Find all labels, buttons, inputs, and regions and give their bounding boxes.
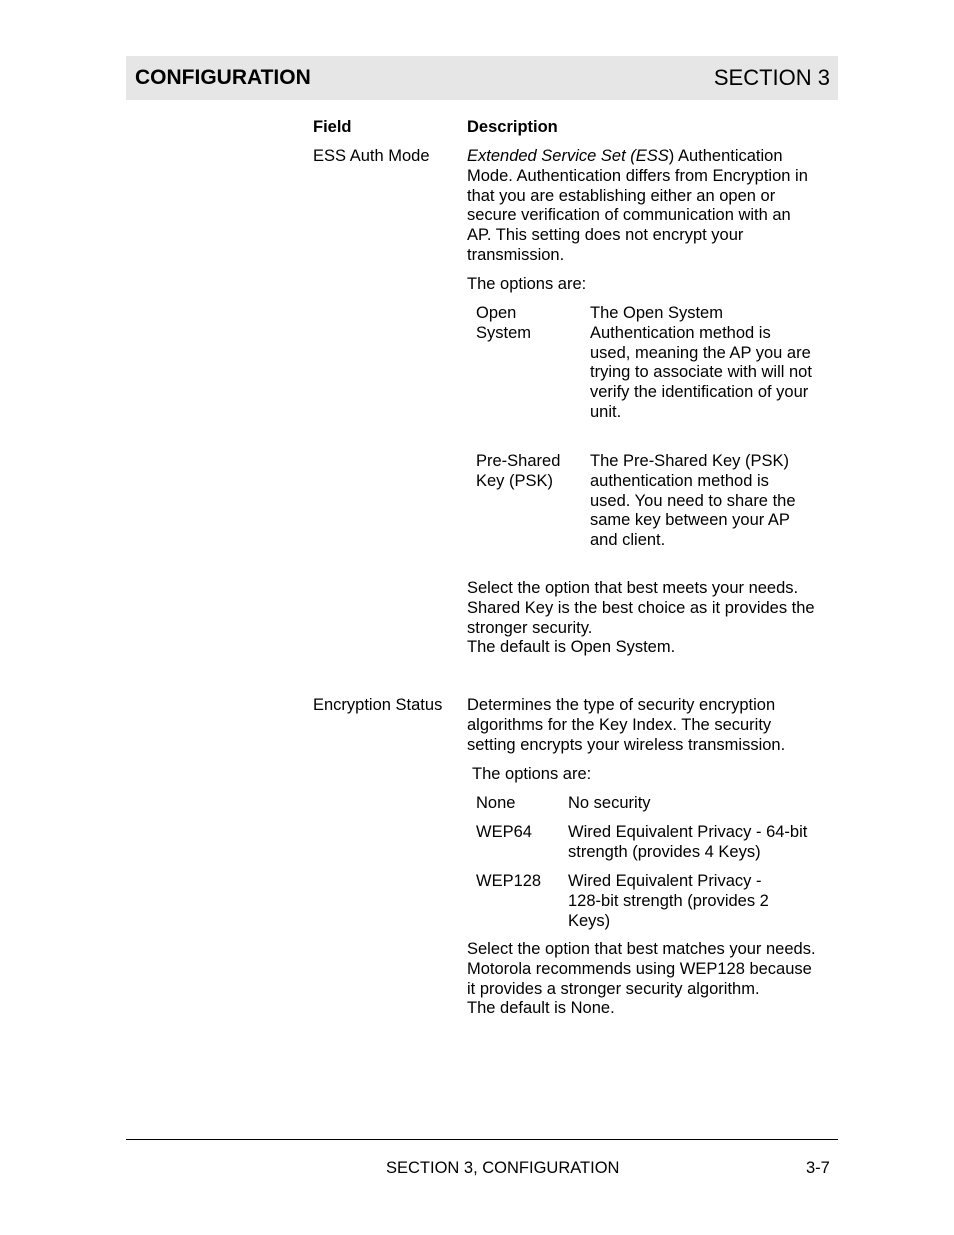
- closing-encryption-status: [467, 940, 837, 1019]
- column-heading-field: Field: [313, 118, 352, 136]
- closing-line: The default is Open System.: [467, 638, 676, 657]
- option-desc-line: strength (provides 4 Keys): [568, 842, 761, 861]
- option-name-line: Pre-Shared: [476, 452, 561, 470]
- option-desc-wep64: [568, 823, 836, 863]
- option-desc-line: Authentication method is: [590, 323, 771, 342]
- footer-divider: [126, 1139, 838, 1140]
- header-section: SECTION 3: [713, 65, 830, 90]
- description-line: secure verification of communication with an: [467, 206, 791, 225]
- option-desc-line: The Pre-Shared Key (PSK): [590, 452, 789, 470]
- description-line: transmission.: [467, 245, 565, 264]
- page-header: [126, 56, 838, 100]
- description-line: Mode. Authentication differs from Encryption in: [467, 166, 808, 185]
- description-line: setting encrypts your wireless transmission.: [467, 735, 786, 754]
- description-line: that you are establishing either an open or: [467, 186, 776, 205]
- description-line: Determines the type of security encryption: [467, 696, 776, 714]
- option-name-wep64: WEP64: [476, 823, 532, 841]
- closing-line: Shared Key is the best choice as it provides the: [467, 598, 815, 617]
- options-intro: The options are:: [467, 275, 587, 293]
- option-desc-line: authentication method is: [590, 471, 769, 490]
- option-desc-line: and client.: [590, 531, 666, 550]
- description-encryption-status: [467, 696, 837, 755]
- option-desc-line: used, meaning the AP you are: [590, 343, 811, 362]
- option-desc-line: verify the identification of your: [590, 383, 809, 402]
- description-line: [467, 147, 837, 167]
- ess-rest-text: ) Authentication: [668, 147, 783, 165]
- option-desc-line: The Open System: [590, 304, 723, 322]
- header-title: CONFIGURATION: [135, 66, 311, 89]
- option-name-open-system: [476, 304, 531, 344]
- options-intro: The options are:: [472, 765, 592, 783]
- option-desc-open-system: [590, 304, 835, 423]
- option-desc-pre-shared-key: [590, 452, 835, 551]
- option-desc-line: Keys): [568, 911, 611, 930]
- option-name-line: System: [476, 323, 532, 342]
- closing-line: Motorola recommends using WEP128 because: [467, 959, 812, 978]
- closing-line: Select the option that best meets your needs.: [467, 579, 799, 597]
- option-desc-line: unit.: [590, 402, 622, 421]
- option-desc-line: Wired Equivalent Privacy - 64-bit: [568, 823, 808, 841]
- option-desc-line: trying to associate with will not: [590, 363, 812, 382]
- option-name-pre-shared-key: [476, 452, 560, 492]
- option-desc-line: Wired Equivalent Privacy -: [568, 872, 762, 890]
- option-desc-none: No security: [568, 794, 651, 812]
- closing-line: it provides a stronger security algorithm.: [467, 979, 760, 998]
- page-number: 3-7: [806, 1159, 830, 1177]
- description-line: AP. This setting does not encrypt your: [467, 226, 744, 245]
- option-desc-line: used. You need to share the: [590, 491, 796, 510]
- option-desc-line: 128-bit strength (provides 2: [568, 891, 769, 910]
- footer-section-label: SECTION 3, CONFIGURATION: [386, 1159, 620, 1177]
- option-name-none: None: [476, 794, 516, 812]
- option-name-line: Key (PSK): [476, 471, 554, 490]
- description-ess-auth-mode: [467, 147, 837, 266]
- closing-line: The default is None.: [467, 999, 615, 1018]
- closing-line: Select the option that best matches your needs.: [467, 940, 816, 958]
- field-name-ess-auth-mode: ESS Auth Mode: [313, 147, 430, 165]
- option-desc-wep128: [568, 872, 836, 931]
- description-line: algorithms for the Key Index. The security: [467, 715, 772, 734]
- option-desc-line: same key between your AP: [590, 511, 790, 530]
- closing-line: stronger security.: [467, 618, 593, 637]
- option-name-line: Open: [476, 304, 517, 322]
- option-name-wep128: WEP128: [476, 872, 542, 890]
- closing-ess-auth-mode: [467, 579, 837, 658]
- column-heading-description: Description: [467, 118, 558, 136]
- ess-italic-text: Extended Service Set (ESS: [467, 147, 669, 165]
- field-name-encryption-status: Encryption Status: [313, 696, 443, 714]
